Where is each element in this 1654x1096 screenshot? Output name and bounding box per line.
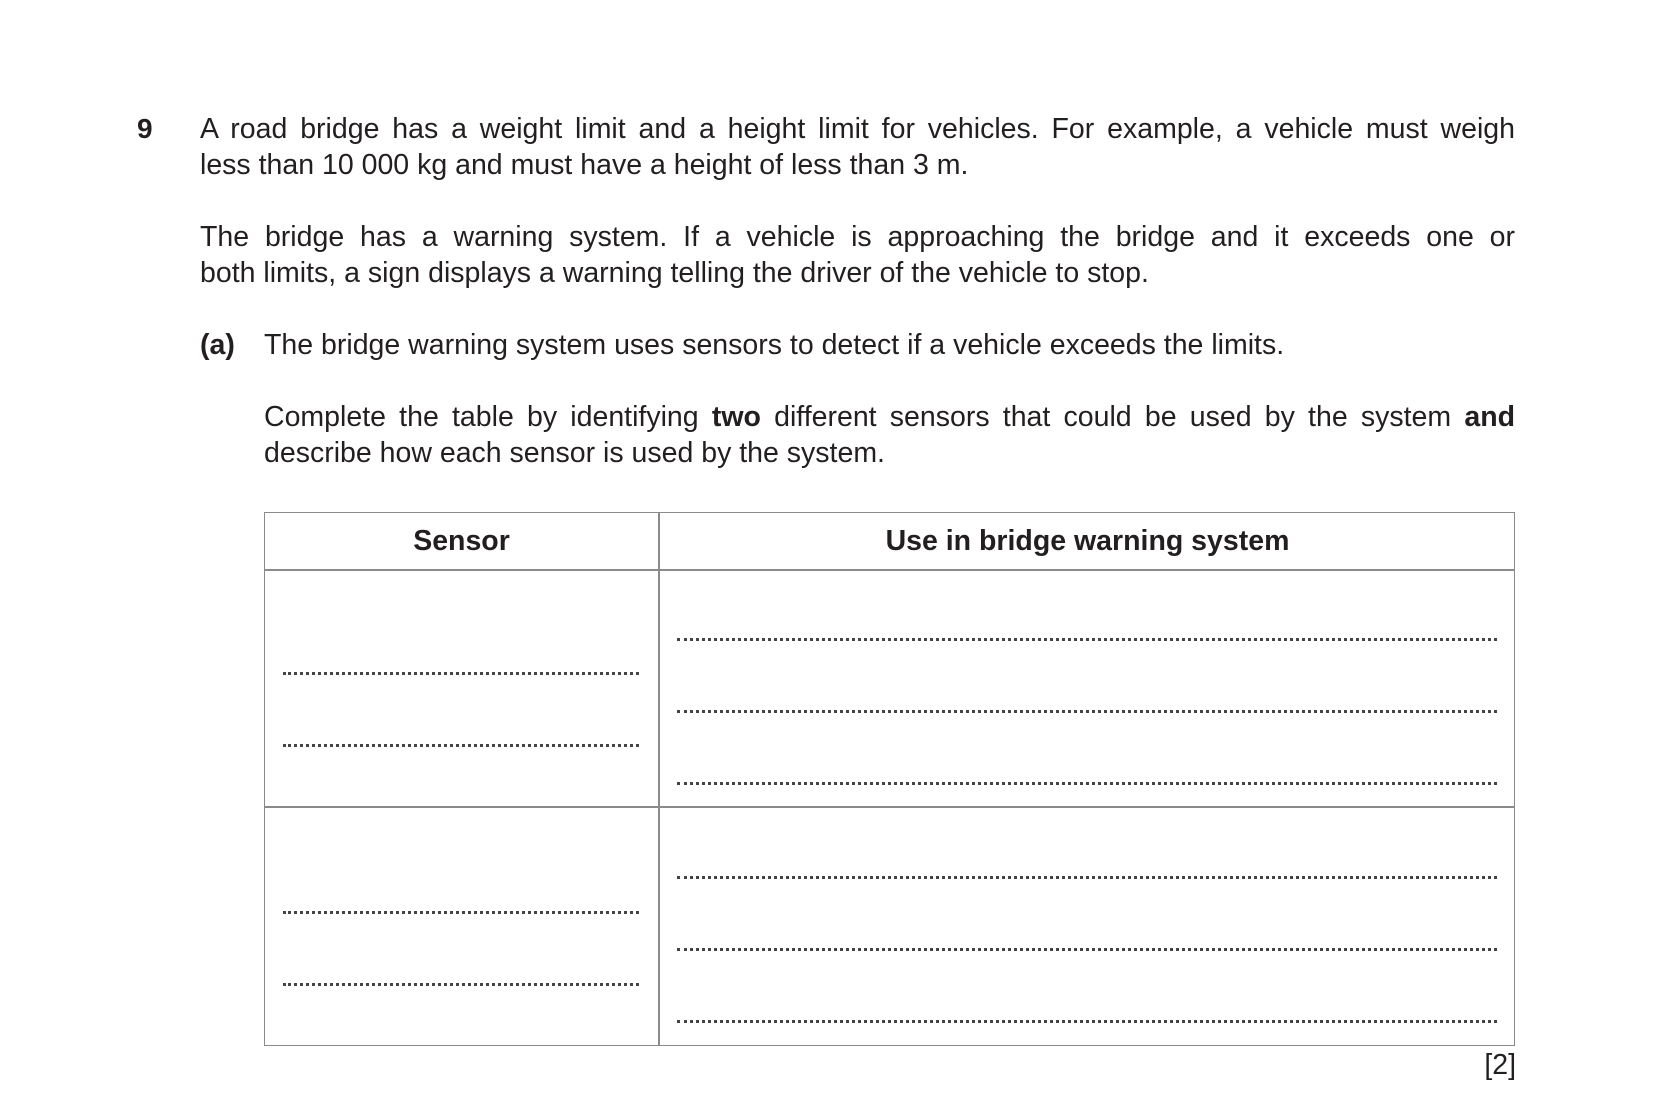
- use-1-answer-line-3[interactable]: [677, 782, 1497, 785]
- header-sensor: Sensor: [413, 525, 510, 557]
- answer-table: [264, 512, 1515, 1046]
- use-2-answer-line-3[interactable]: [677, 1020, 1497, 1023]
- instruction-line-1: [264, 399, 1515, 435]
- sensor-1-answer-line-2[interactable]: [283, 744, 639, 747]
- instruction-text: Complete the table by identifying: [264, 401, 712, 433]
- warning-line-2: both limits, a sign displays a warning telling the driver of the vehicle to stop.: [200, 257, 1149, 289]
- question-number: 9: [137, 113, 153, 144]
- sensor-1-answer-line-1[interactable]: [283, 672, 639, 675]
- column-divider: [658, 513, 660, 1045]
- marks-available: [2]: [1484, 1049, 1516, 1081]
- intro-line-2: less than 10 000 kg and must have a height of less than 3 m.: [200, 149, 969, 181]
- instruction-line-2: describe how each sensor is used by the system.: [264, 437, 885, 469]
- row-divider: [265, 806, 1514, 808]
- part-a-text: The bridge warning system uses sensors to detect if a vehicle exceeds the limits.: [264, 329, 1285, 361]
- warning-system-description: [200, 219, 1515, 291]
- use-1-answer-line-2[interactable]: [677, 710, 1497, 713]
- sensor-2-answer-line-1[interactable]: [283, 911, 639, 914]
- instruction-emphasis-and: and: [1464, 401, 1516, 433]
- part-a-instruction: [264, 399, 1515, 471]
- sensor-2-answer-line-2[interactable]: [283, 983, 639, 986]
- part-a-label: (a): [200, 329, 235, 361]
- use-1-answer-line-1[interactable]: [677, 638, 1497, 641]
- instruction-text: different sensors that could be used by the system: [760, 401, 1465, 433]
- use-2-answer-line-2[interactable]: [677, 948, 1497, 951]
- warning-line-1: The bridge has a warning system. If a vehicle is approaching the bridge and it exceeds one or: [200, 221, 1515, 253]
- question-intro: [200, 111, 1515, 183]
- header-use: Use in bridge warning system: [885, 525, 1290, 557]
- use-2-answer-line-1[interactable]: [677, 876, 1497, 879]
- intro-line-1: A road bridge has a weight limit and a height limit for vehicles. For example, a vehicle must weigh: [200, 113, 1515, 145]
- instruction-emphasis-two: two: [711, 401, 761, 433]
